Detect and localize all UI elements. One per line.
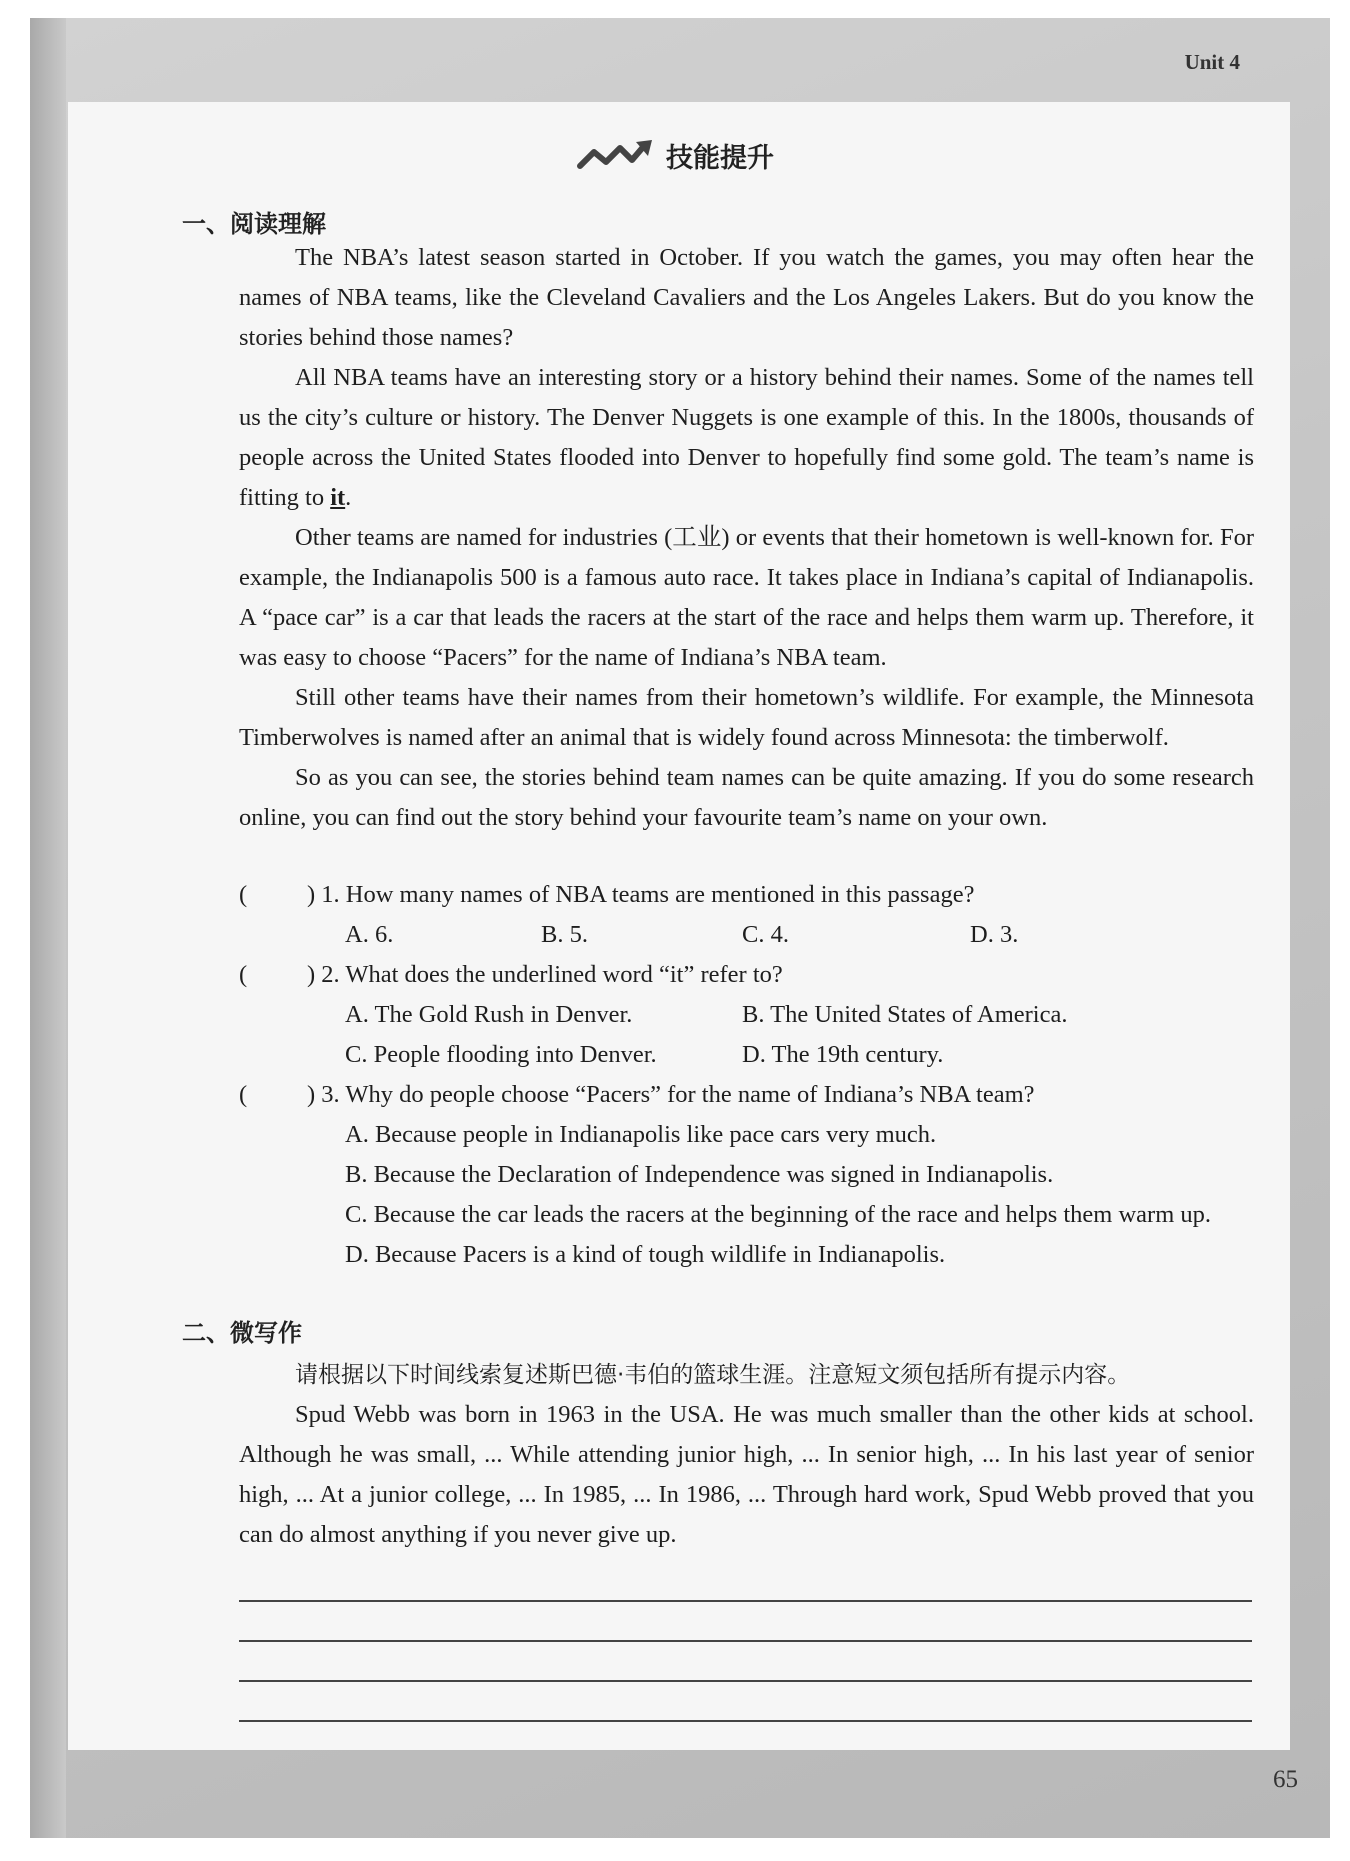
question-2-stem: ) 2. What does the underlined word “it” refer to?: [307, 961, 783, 988]
passage-paragraph-4: Still other teams have their names from their hometown’s wildlife. For example, the Minnesota Timberwolves is named after an animal that is widely found across Minnesota: the timberwolf.: [239, 684, 1254, 751]
writing-section: [239, 1355, 1254, 1555]
question-3: [239, 1075, 1035, 1115]
answer-blank-3[interactable]: (: [239, 1081, 248, 1108]
answer-line-1[interactable]: [239, 1600, 1252, 1602]
unit-label: Unit 4: [1184, 50, 1240, 74]
answer-line-4[interactable]: [239, 1720, 1252, 1722]
question-1: [239, 875, 974, 915]
passage-paragraph-3: Other teams are named for industries (工业) or events that their hometown is well-known for. For example, the Indianapolis 500 is a famous auto race. It takes place in Indiana’s capital of Indianapolis. A “pace car” is a car that leads the racers at the start of the race and helps them warm up. Therefore, it was easy to choose “Pacers” for the name of Indiana’s NBA team.: [239, 524, 1254, 671]
q2-option-b: B. The United States of America.: [742, 1001, 1068, 1028]
answer-blank-2[interactable]: (: [239, 961, 248, 988]
paragraph-2-text: All NBA teams have an interesting story or a history behind their names. Some of the names tell us the city’s culture or history. The Denver Nuggets is one example of this. In the 1800s, thousands of people across the United States flooded into Denver to hopefully find some gold. The team’s name is fitting to: [239, 364, 1254, 511]
underlined-word-it: it: [330, 484, 346, 511]
q1-option-d: D. 3.: [970, 921, 1019, 948]
section-title: 技能提升: [666, 143, 774, 174]
q1-option-b: B. 5.: [541, 921, 588, 948]
writing-prompt: Spud Webb was born in 1963 in the USA. He was much smaller than the other kids at school. Although he was small, ... While attending junior high, ... In senior high, ... In his last year of senior high, ... At a junior college, ... In 1985, ... In 1986, ... Through hard work, Spud Webb proved that you can do almost anything if you never give up.: [239, 1401, 1254, 1548]
reading-heading: 一、阅读理解: [182, 210, 326, 238]
q2-option-a: A. The Gold Rush in Denver.: [345, 1001, 633, 1028]
q3-option-a: A. Because people in Indianapolis like pace cars very much.: [345, 1121, 937, 1148]
answer-blank-1[interactable]: (: [239, 881, 248, 908]
writing-heading: 二、微写作: [182, 1319, 302, 1347]
q1-option-a: A. 6.: [345, 921, 394, 948]
passage-paragraph-1: The NBA’s latest season started in October. If you watch the games, you may often hear the names of NBA teams, like the Cleveland Cavaliers and the Los Angeles Lakers. But do you know the stories behind those names?: [239, 244, 1254, 351]
q3-option-d: D. Because Pacers is a kind of tough wildlife in Indianapolis.: [345, 1241, 946, 1268]
page-number: 65: [1273, 1766, 1298, 1793]
answer-line-3[interactable]: [239, 1680, 1252, 1682]
q2-option-d: D. The 19th century.: [742, 1041, 944, 1068]
q1-option-c: C. 4.: [742, 921, 789, 948]
passage-paragraph-5: So as you can see, the stories behind team names can be quite amazing. If you do some research online, you can find out the story behind your favourite team’s name on your own.: [239, 764, 1254, 831]
q3-option-c: C. Because the car leads the racers at the beginning of the race and helps them warm up.: [345, 1201, 1212, 1228]
writing-instruction: 请根据以下时间线索复述斯巴德·韦伯的篮球生涯。注意短文须包括所有提示内容。: [295, 1362, 1131, 1388]
reading-passage: [239, 238, 1254, 838]
paragraph-2-period: .: [345, 484, 352, 511]
q3-option-b: B. Because the Declaration of Independence was signed in Indianapolis.: [345, 1161, 1054, 1188]
section-header: [0, 136, 1350, 175]
question-1-stem: ) 1. How many names of NBA teams are mentioned in this passage?: [307, 881, 975, 908]
question-3-stem: ) 3. Why do people choose “Pacers” for the name of Indiana’s NBA team?: [307, 1081, 1035, 1108]
passage-paragraph-2: [239, 358, 1254, 518]
q2-option-c: C. People flooding into Denver.: [345, 1041, 657, 1068]
trend-arrow-icon: [576, 138, 654, 174]
page-binding-edge: [30, 18, 66, 1838]
answer-line-2[interactable]: [239, 1640, 1252, 1642]
question-2: [239, 955, 783, 995]
